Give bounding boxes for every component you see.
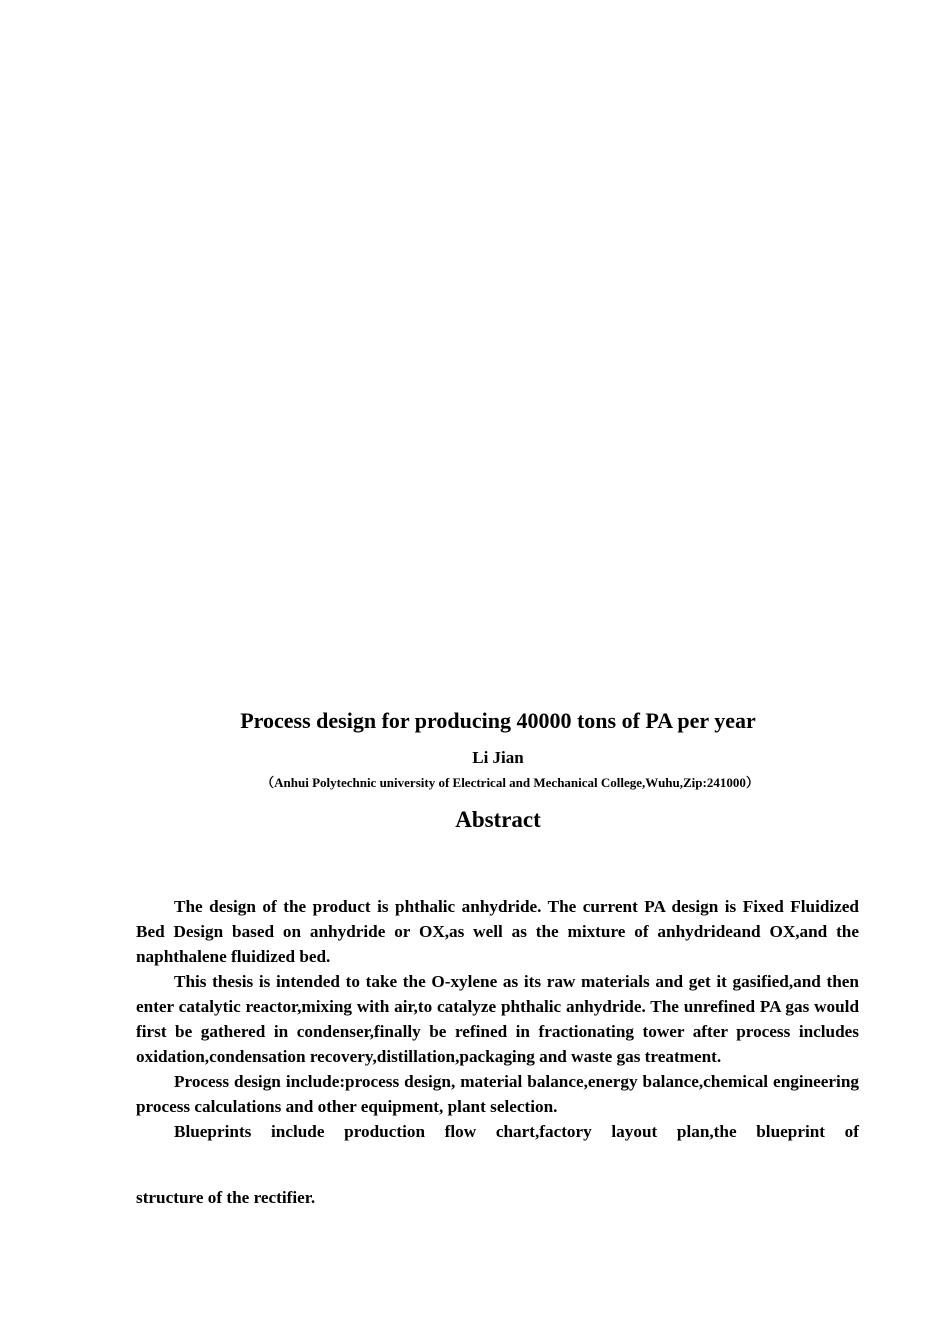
abstract-paragraph-2: This thesis is intended to take the O-xylene as its raw materials and get it gasified,and then enter catalytic reactor,mixing with air,to catalyze phthalic anhydride. The unrefined PA gas would first be gathered in condenser,finally be refined in fractionating tower after process includes oxidation,condensation recovery,distillation,packaging and waste gas treatment. [136,972,859,1066]
paper-title: Process design for producing 40000 tons of PA per year [240,708,756,733]
abstract-paragraph-1: The design of the product is phthalic anhydride. The current PA design is Fixed Fluidized Bed Design based on anhydride or OX,as well as the mixture of anhydrideand OX,and the naphthalene fluidized bed. [136,897,859,966]
abstract-body [136,894,859,1144]
abstract-heading: Abstract [455,807,541,832]
abstract-paragraph-4-continuation: structure of the rectifier. [136,1188,316,1207]
abstract-paragraph-3: Process design include:process design, material balance,energy balance,chemical engineering process calculations and other equipment, plant selection. [136,1072,859,1116]
author-affiliation: （Anhui Polytechnic university of Electrical and Mechanical College,Wuhu,Zip:241000） [261,775,759,790]
author-name: Li Jian [472,748,524,767]
abstract-paragraph-4: Blueprints include production flow chart,factory layout plan,the blueprint of [174,1122,859,1141]
